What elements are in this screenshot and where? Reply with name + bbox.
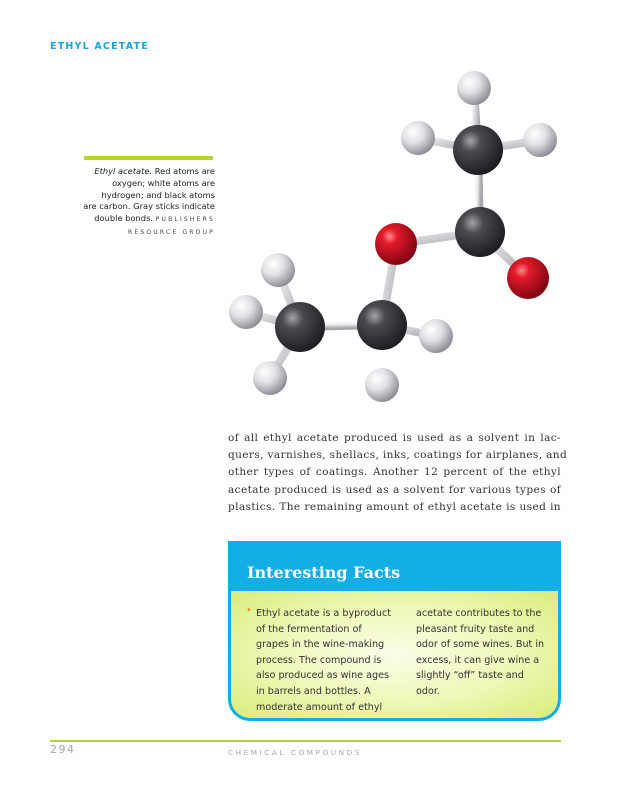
fact-line: also produced as wine ages (256, 670, 389, 682)
hydrogen-atom (253, 361, 287, 395)
caption-title: Ethyl acetate. (94, 166, 153, 176)
carbon-atom (453, 125, 503, 175)
fact-line: slightly “off” taste and (416, 670, 524, 682)
oxygen-atom (507, 257, 549, 299)
hydrogen-atom (261, 253, 295, 287)
hydrogen-atom (365, 368, 399, 402)
book-title: CHEMICAL COMPOUNDS (228, 748, 362, 757)
caption-line: double bonds. (94, 213, 154, 224)
oxygen-atom (375, 223, 417, 265)
fact-line: of the fermentation of (256, 623, 362, 635)
caption-rule (84, 156, 213, 160)
fact-line: grapes in the wine-making (256, 639, 385, 651)
fact-line: process. The compound is (256, 654, 382, 666)
fact-line: moderate amount of ethyl (256, 701, 383, 713)
carbon-atom (455, 207, 505, 257)
carbon-atom (275, 302, 325, 352)
hydrogen-atom (419, 319, 453, 353)
facts-left-column (256, 606, 391, 715)
hydrogen-atom (229, 295, 263, 329)
footer-rule (50, 740, 561, 742)
bullet-icon: • (246, 605, 252, 616)
fact-line: excess, it can give wine a (416, 654, 540, 666)
facts-right-column (416, 606, 556, 700)
caption-line: are carbon. Gray sticks indicate (83, 201, 215, 212)
facts-body (228, 591, 561, 721)
facts-header (228, 541, 561, 591)
body-line: other types of coatings. Another 12 percent of the ethyl (228, 466, 561, 479)
fact-line: odor. (416, 685, 440, 697)
hydrogen-atom (457, 71, 491, 105)
fact-line: in barrels and bottles. A (256, 685, 371, 697)
fact-line: pleasant fruity taste and (416, 623, 535, 635)
hydrogen-atom (401, 121, 435, 155)
interesting-facts-box (228, 541, 561, 721)
caption-line: oxygen; white atoms are (112, 177, 215, 188)
hydrogen-atom (523, 123, 557, 157)
figure-caption (70, 166, 215, 239)
section-header: ETHYL ACETATE (50, 41, 149, 52)
fact-line: Ethyl acetate is a byproduct (256, 608, 392, 619)
ethyl-acetate-molecule-image (210, 60, 570, 420)
page-number: 294 (50, 743, 76, 756)
caption-line: Red atoms are (154, 166, 215, 176)
caption-line: hydrogen; and black atoms (101, 189, 215, 200)
body-line: quers, varnishes, shellacs, inks, coatings for airplanes, and (228, 449, 568, 462)
body-line: of all ethyl acetate produced is used as a solvent in lac- (228, 432, 561, 444)
photo-credit: RESOURCE GROUP (128, 228, 215, 236)
fact-line: odor of some wines. But in (416, 639, 545, 651)
facts-title: Interesting Facts (247, 563, 401, 582)
carbon-atom (357, 300, 407, 350)
body-paragraph (228, 430, 568, 516)
body-line: acetate produced is used as a solvent for various types of (228, 483, 561, 496)
fact-line: acetate contributes to the (416, 608, 542, 619)
photo-credit: PUBLISHERS (155, 216, 215, 224)
body-line: plastics. The remaining amount of ethyl acetate is used in (228, 500, 561, 513)
